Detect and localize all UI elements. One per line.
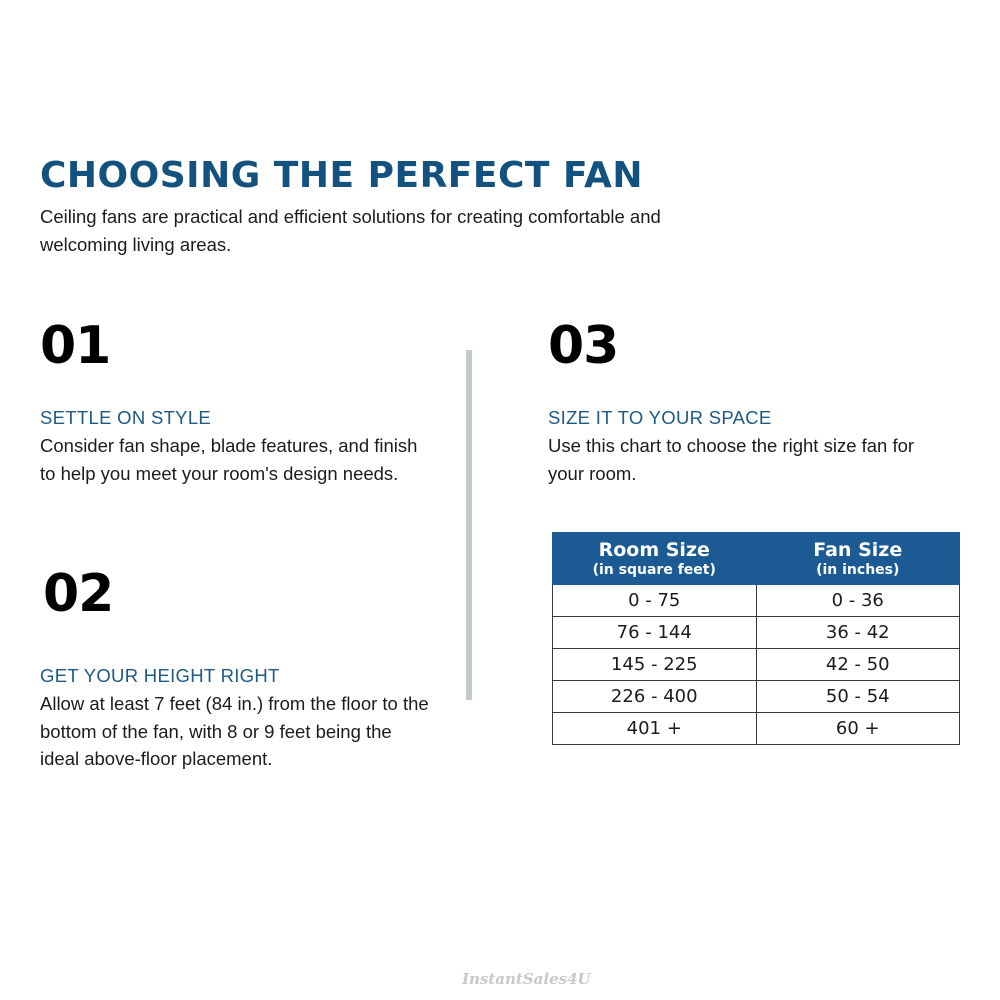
intro-text: Ceiling fans are practical and efficient solutions for creating comfortable and welcoming living areas.: [40, 206, 661, 255]
fan-size-header-subtitle: (in inches): [816, 561, 900, 578]
step-1-text: Consider fan shape, blade features, and finish to help you meet your room's design needs.: [40, 435, 418, 484]
table-row: [553, 713, 960, 745]
room-size-cell: 226 - 400: [553, 681, 757, 713]
column-divider: [466, 350, 472, 700]
step-2-heading: GET YOUR HEIGHT RIGHT: [40, 665, 280, 686]
room-size-cell: 401 +: [553, 713, 757, 745]
fan-size-cell: 0 - 36: [756, 585, 960, 617]
fan-size-cell: 50 - 54: [756, 681, 960, 713]
table-row: [553, 649, 960, 681]
step-3-number: 03: [548, 316, 619, 376]
table-header-row: [553, 533, 960, 585]
room-size-header-subtitle: (in square feet): [592, 561, 716, 578]
room-size-header: [553, 533, 757, 585]
room-size-cell: 0 - 75: [553, 585, 757, 617]
fan-size-cell: 60 +: [756, 713, 960, 745]
room-size-cell: 145 - 225: [553, 649, 757, 681]
step-1-number: 01: [40, 316, 111, 376]
step-2-number: 02: [43, 564, 114, 624]
room-size-cell: 76 - 144: [553, 617, 757, 649]
step-2-text: Allow at least 7 feet (84 in.) from the floor to the bottom of the fan, with 8 or 9 feet being the ideal above-floor placement.: [40, 693, 429, 769]
fan-size-cell: 36 - 42: [756, 617, 960, 649]
table-row: [553, 585, 960, 617]
fan-size-cell: 42 - 50: [756, 649, 960, 681]
step-1-heading: SETTLE ON STYLE: [40, 407, 212, 428]
table-row: [553, 681, 960, 713]
fan-size-header-title: Fan Size: [813, 538, 903, 561]
step-3-heading: SIZE IT TO YOUR SPACE: [548, 407, 772, 428]
page-title: CHOOSING THE PERFECT FAN: [40, 155, 643, 196]
fan-size-header: [756, 533, 960, 585]
step-3-text: Use this chart to choose the right size fan for your room.: [548, 435, 915, 484]
table-row: [553, 617, 960, 649]
fan-size-table: [552, 532, 960, 745]
watermark-logo: InstantSales4U: [462, 970, 591, 988]
room-size-header-title: Room Size: [598, 538, 710, 561]
